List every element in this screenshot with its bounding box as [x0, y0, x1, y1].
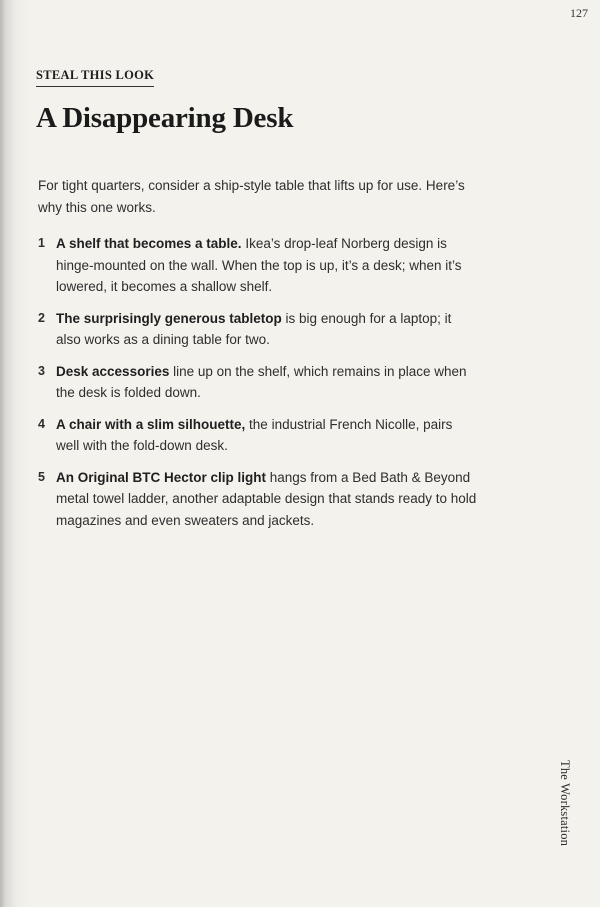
item-text: is big enough for a laptop; it also works as a dining table for two. — [56, 310, 452, 347]
section-kicker: STEAL THIS LOOK — [36, 68, 154, 87]
item-number: 1 — [38, 236, 45, 250]
item-text: Ikea’s drop-leaf Norberg design is hinge-mounted on the wall. When the top is up, it’s a desk; when it’s lowered, it becomes a shallow shelf. — [56, 236, 462, 294]
item-text: line up on the shelf, which remains in place when the desk is folded down. — [56, 363, 467, 400]
list-item — [38, 308, 478, 351]
item-lead: Desk accessories — [56, 363, 170, 379]
page-title: A Disappearing Desk — [36, 102, 294, 134]
item-lead: The surprisingly generous tabletop — [56, 310, 282, 326]
item-text: hangs from a Bed Bath & Beyond metal towel ladder, another adaptable design that stands ready to hold magazines and even sweaters and jackets. — [56, 469, 477, 528]
item-lead: A chair with a slim silhouette, — [56, 416, 246, 432]
item-lead: A shelf that becomes a table. — [56, 236, 242, 251]
item-number: 4 — [38, 416, 45, 431]
list-item — [38, 233, 478, 298]
feature-list — [38, 233, 478, 541]
list-item — [38, 361, 478, 404]
list-item — [38, 467, 478, 532]
item-number: 3 — [38, 363, 45, 378]
item-lead: An Original BTC Hector clip light — [56, 469, 267, 485]
page-number: 127 — [570, 6, 588, 20]
item-number: 2 — [38, 310, 45, 325]
list-item — [38, 414, 478, 457]
item-text: the industrial French Nicolle, pairs well with the fold-down desk. — [56, 416, 453, 453]
item-number: 5 — [38, 469, 45, 484]
running-head: The Workstation — [558, 760, 572, 847]
intro-paragraph: For tight quarters, consider a ship-style table that lifts up for use. Here’s why this one works. — [38, 178, 465, 215]
